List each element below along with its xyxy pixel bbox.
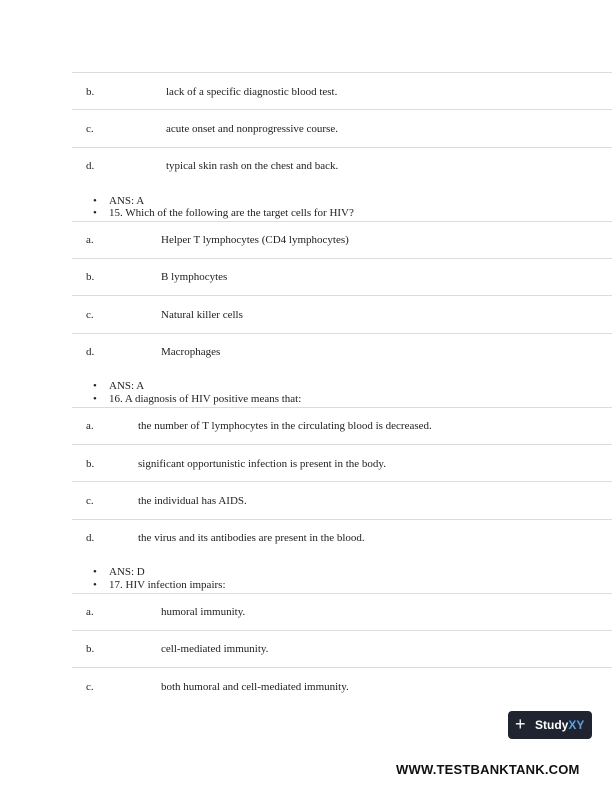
option-text: Natural killer cells xyxy=(161,309,243,321)
option-letter: d. xyxy=(86,532,95,544)
option-text: typical skin rash on the chest and back. xyxy=(166,160,339,172)
option-text: significant opportunistic infection is present in the body. xyxy=(138,458,386,470)
row-divider xyxy=(72,519,612,520)
row-divider xyxy=(72,667,612,668)
row-divider xyxy=(72,444,612,445)
bullet: • xyxy=(93,566,97,578)
option-letter: a. xyxy=(86,234,94,246)
option-letter: b. xyxy=(86,271,95,283)
option-text: the individual has AIDS. xyxy=(138,495,247,507)
option-text: the virus and its antibodies are present in the blood. xyxy=(138,532,365,544)
option-letter: a. xyxy=(86,420,94,432)
option-letter: b. xyxy=(86,458,95,470)
option-text: B lymphocytes xyxy=(161,271,228,283)
question-text: 16. A diagnosis of HIV positive means that: xyxy=(109,393,302,405)
footer-url: WWW.TESTBANKTANK.COM xyxy=(396,762,580,777)
option-letter: c. xyxy=(86,123,94,135)
plus-icon: + xyxy=(515,714,526,734)
bullet: • xyxy=(93,380,97,392)
option-text: acute onset and nonprogressive course. xyxy=(166,123,338,135)
question-text: 15. Which of the following are the target cells for HIV? xyxy=(109,207,354,219)
bullet: • xyxy=(93,393,97,405)
row-divider xyxy=(72,630,612,631)
question-text: 17. HIV infection impairs: xyxy=(109,579,226,591)
badge-label xyxy=(535,718,584,732)
option-text: Helper T lymphocytes (CD4 lymphocytes) xyxy=(161,234,349,246)
row-divider xyxy=(72,333,612,334)
option-text: both humoral and cell-mediated immunity. xyxy=(161,681,349,693)
option-letter: d. xyxy=(86,160,95,172)
option-text: Macrophages xyxy=(161,346,221,358)
row-divider xyxy=(72,481,612,482)
answer-text: ANS: A xyxy=(109,195,145,207)
option-text: the number of T lymphocytes in the circulating blood is decreased. xyxy=(138,420,432,432)
option-letter: d. xyxy=(86,346,95,358)
answer-text: ANS: D xyxy=(109,566,145,578)
studyxy-badge[interactable] xyxy=(508,711,592,739)
row-divider xyxy=(72,109,612,110)
bullet: • xyxy=(93,195,97,207)
option-text: humoral immunity. xyxy=(161,606,246,618)
option-letter: c. xyxy=(86,495,94,507)
row-divider xyxy=(72,258,612,259)
row-divider xyxy=(72,147,612,148)
badge-word-xy: XY xyxy=(568,718,585,732)
option-letter: c. xyxy=(86,309,94,321)
bullet: • xyxy=(93,207,97,219)
row-divider xyxy=(72,593,612,594)
answer-text: ANS: A xyxy=(109,380,145,392)
badge-word-study: Study xyxy=(535,718,569,732)
bullet: • xyxy=(93,579,97,591)
option-letter: c. xyxy=(86,681,94,693)
option-letter: b. xyxy=(86,643,95,655)
option-text: cell-mediated immunity. xyxy=(161,643,269,655)
option-letter: a. xyxy=(86,606,94,618)
row-divider xyxy=(72,72,612,73)
row-divider xyxy=(72,221,612,222)
row-divider xyxy=(72,295,612,296)
option-text: lack of a specific diagnostic blood test. xyxy=(166,86,338,98)
option-letter: b. xyxy=(86,86,95,98)
row-divider xyxy=(72,407,612,408)
